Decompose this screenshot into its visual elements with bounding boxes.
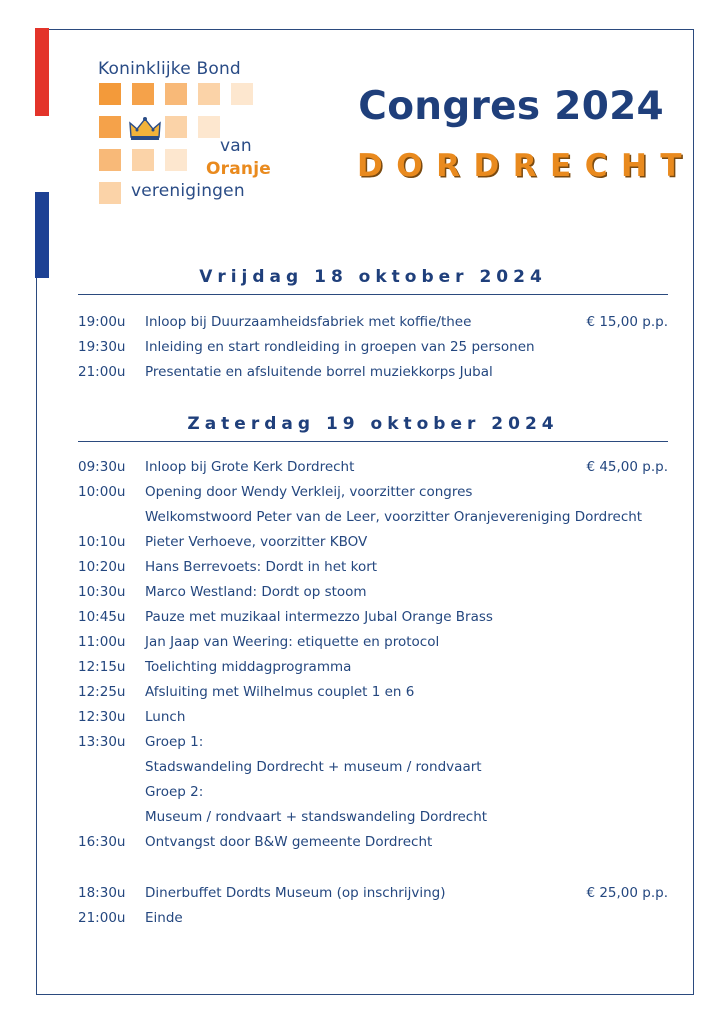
crown-icon bbox=[128, 115, 162, 141]
logo-square bbox=[198, 83, 220, 105]
city-subtitle: DORDRECHT bbox=[357, 148, 696, 184]
row-description: Toelichting middagprogramma bbox=[145, 659, 352, 675]
logo-square bbox=[99, 149, 121, 171]
schedule-row bbox=[78, 364, 668, 389]
row-description: Museum / rondvaart + standswandeling Dordrecht bbox=[145, 809, 488, 825]
schedule-row bbox=[78, 709, 668, 734]
logo-van: van bbox=[220, 136, 252, 156]
schedule-row bbox=[78, 634, 668, 659]
row-time: 12:30u bbox=[78, 709, 126, 725]
row-description: Opening door Wendy Verkleij, voorzitter congres bbox=[145, 484, 473, 500]
row-time: 10:00u bbox=[78, 484, 126, 500]
friday-heading: Vrijdag 18 oktober 2024 bbox=[199, 267, 547, 287]
border-gap bbox=[34, 116, 40, 192]
row-description: Einde bbox=[145, 910, 183, 926]
row-description: Afsluiting met Wilhelmus couplet 1 en 6 bbox=[145, 684, 415, 700]
row-description: Welkomstwoord Peter van de Leer, voorzitter Oranjevereniging Dordrecht bbox=[145, 509, 643, 525]
logo-oranje: Oranje bbox=[206, 159, 271, 179]
row-time: 11:00u bbox=[78, 634, 126, 650]
row-time: 13:30u bbox=[78, 734, 126, 750]
row-price: € 45,00 p.p. bbox=[586, 459, 668, 475]
red-accent-bar bbox=[35, 28, 49, 116]
row-time: 12:15u bbox=[78, 659, 126, 675]
logo-square bbox=[198, 116, 220, 138]
row-description: Groep 1: bbox=[145, 734, 204, 750]
schedule-row bbox=[78, 584, 668, 609]
row-time: 21:00u bbox=[78, 910, 126, 926]
schedule-row bbox=[78, 834, 668, 859]
row-price: € 25,00 p.p. bbox=[586, 885, 668, 901]
page-title: Congres 2024 bbox=[358, 84, 664, 129]
logo-square bbox=[132, 83, 154, 105]
row-time: 12:25u bbox=[78, 684, 126, 700]
logo-verenigingen: verenigingen bbox=[131, 181, 245, 201]
row-time: 10:45u bbox=[78, 609, 126, 625]
schedule-row bbox=[78, 609, 668, 634]
row-time: 10:20u bbox=[78, 559, 126, 575]
schedule-row bbox=[78, 809, 668, 834]
row-description: Pieter Verhoeve, voorzitter KBOV bbox=[145, 534, 368, 550]
schedule-row bbox=[78, 314, 668, 339]
schedule-row bbox=[78, 759, 668, 784]
row-description: Pauze met muzikaal intermezzo Jubal Orange Brass bbox=[145, 609, 493, 625]
row-time: 16:30u bbox=[78, 834, 126, 850]
row-time: 10:30u bbox=[78, 584, 126, 600]
schedule-row bbox=[78, 659, 668, 684]
row-description: Inleiding en start rondleiding in groepen van 25 personen bbox=[145, 339, 535, 355]
row-time: 10:10u bbox=[78, 534, 126, 550]
row-description: Ontvangst door B&W gemeente Dordrecht bbox=[145, 834, 433, 850]
row-description: Jan Jaap van Weering: etiquette en protocol bbox=[145, 634, 440, 650]
schedule-row bbox=[78, 339, 668, 364]
logo-square bbox=[132, 149, 154, 171]
logo-square bbox=[231, 83, 253, 105]
schedule-row bbox=[78, 509, 668, 534]
friday-divider bbox=[78, 294, 668, 295]
row-description: Stadswandeling Dordrecht + museum / rondvaart bbox=[145, 759, 482, 775]
row-description: Dinerbuffet Dordts Museum (op inschrijving) bbox=[145, 885, 446, 901]
logo-line1: Koninklijke Bond bbox=[98, 59, 241, 79]
logo-square bbox=[165, 83, 187, 105]
row-description: Groep 2: bbox=[145, 784, 204, 800]
row-time: 19:00u bbox=[78, 314, 126, 330]
schedule-row bbox=[78, 484, 668, 509]
saturday-heading: Zaterdag 19 oktober 2024 bbox=[187, 414, 559, 434]
row-description: Lunch bbox=[145, 709, 186, 725]
logo-square bbox=[99, 83, 121, 105]
saturday-divider bbox=[78, 441, 668, 442]
logo-square bbox=[99, 116, 121, 138]
schedule-row bbox=[78, 885, 668, 910]
schedule-row bbox=[78, 534, 668, 559]
logo-square bbox=[165, 149, 187, 171]
row-description: Inloop bij Duurzaamheidsfabriek met koffie/thee bbox=[145, 314, 472, 330]
row-description: Marco Westland: Dordt op stoom bbox=[145, 584, 367, 600]
logo-square bbox=[99, 182, 121, 204]
schedule-row bbox=[78, 559, 668, 584]
row-description: Hans Berrevoets: Dordt in het kort bbox=[145, 559, 378, 575]
logo-square bbox=[165, 116, 187, 138]
row-description: Inloop bij Grote Kerk Dordrecht bbox=[145, 459, 355, 475]
row-time: 21:00u bbox=[78, 364, 126, 380]
blue-accent-bar bbox=[35, 192, 49, 278]
row-price: € 15,00 p.p. bbox=[586, 314, 668, 330]
row-time: 18:30u bbox=[78, 885, 126, 901]
row-description: Presentatie en afsluitende borrel muziekkorps Jubal bbox=[145, 364, 493, 380]
row-time: 19:30u bbox=[78, 339, 126, 355]
schedule-row bbox=[78, 684, 668, 709]
schedule-row bbox=[78, 910, 668, 935]
row-time: 09:30u bbox=[78, 459, 126, 475]
schedule-row bbox=[78, 459, 668, 484]
schedule-row bbox=[78, 734, 668, 759]
schedule-row bbox=[78, 784, 668, 809]
